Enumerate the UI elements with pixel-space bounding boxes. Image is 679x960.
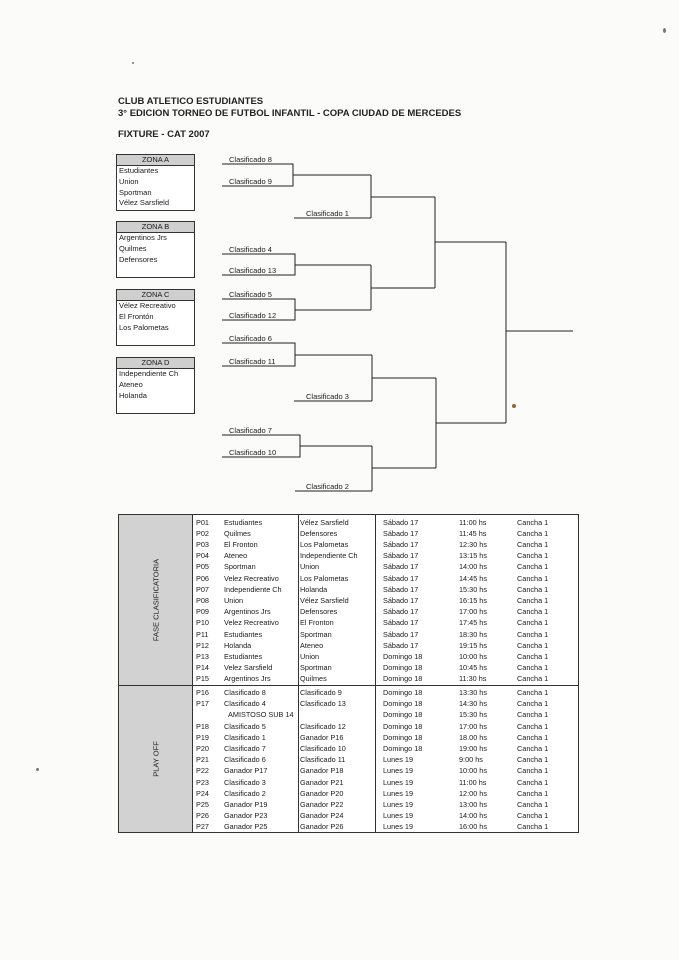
home-team: Velez Sarsfield [224, 663, 273, 673]
match-court: Cancha 1 [517, 721, 549, 731]
match-time: 11:00 hs [459, 517, 487, 527]
match-day: Sábado 17 [383, 573, 419, 583]
zone-team: Independiente Ch [119, 369, 179, 378]
away-team: Clasificado 9 [300, 688, 342, 697]
zone-team: Estudiantes [119, 166, 159, 175]
match-id: P23 [196, 777, 209, 787]
match-time: 18:30 hs [459, 629, 487, 639]
table-row [193, 673, 578, 684]
match-id: P02 [196, 528, 209, 538]
club-title: CLUB ATLETICO ESTUDIANTES [118, 96, 264, 107]
match-court: Cancha 1 [517, 777, 549, 787]
match-id: P10 [196, 618, 209, 628]
scan-speck [36, 768, 39, 771]
table-row [193, 777, 578, 788]
zone-title: ZONA A [117, 155, 194, 166]
table-row [193, 584, 578, 595]
away-team: Clasificado 13 [300, 699, 346, 709]
match-court: Cancha 1 [517, 629, 549, 639]
home-team: AMISTOSO SUB 14 [228, 710, 294, 720]
match-day: Lunes 19 [383, 788, 414, 798]
match-time: 11:00 hs [459, 777, 487, 787]
match-day: Lunes 19 [383, 811, 414, 821]
match-court: Cancha 1 [517, 595, 549, 605]
zone-team: Los Palometas [119, 322, 169, 332]
away-team: Ganador P24 [300, 811, 344, 821]
away-team: Sportman [300, 663, 332, 673]
zone-title: ZONA D [117, 358, 194, 369]
match-id: P16 [196, 688, 209, 697]
match-day: Sábado 17 [383, 629, 419, 639]
table-row [193, 821, 578, 832]
away-team: Holanda [300, 584, 328, 594]
zone-team: El Frontón [119, 311, 154, 321]
match-day: Lunes 19 [383, 777, 414, 787]
match-time: 11:45 hs [459, 528, 487, 538]
match-court: Cancha 1 [517, 732, 549, 742]
home-team: Quilmes [224, 528, 251, 538]
away-team: Ganador P26 [300, 822, 344, 832]
bracket-label: Clasificado 4 [229, 245, 272, 254]
bracket-label: Clasificado 8 [229, 155, 272, 164]
table-row [193, 709, 578, 720]
match-court: Cancha 1 [517, 640, 549, 650]
bracket-label: Clasificado 11 [229, 357, 276, 366]
home-team: Argentinos Jrs [224, 607, 271, 617]
match-id: P09 [196, 607, 209, 617]
phase-separator [119, 685, 578, 686]
match-id: P11 [196, 629, 209, 639]
match-day: Sábado 17 [383, 528, 419, 538]
table-row [193, 550, 578, 561]
match-id: P15 [196, 674, 209, 684]
home-team: Independiente Ch [224, 584, 282, 594]
fixture-title: FIXTURE - CAT 2007 [118, 129, 210, 140]
match-time: 17:00 hs [459, 721, 487, 731]
match-day: Domingo 18 [383, 699, 423, 709]
table-row [193, 788, 578, 799]
bracket-label: Clasificado 10 [229, 448, 277, 457]
match-court: Cancha 1 [517, 551, 549, 561]
match-time: 11:30 hs [459, 674, 487, 684]
bracket-label: Clasificado 13 [229, 266, 277, 275]
match-court: Cancha 1 [517, 674, 549, 684]
home-team: Clasificado 1 [224, 732, 266, 742]
match-time: 15:30 hs [459, 584, 487, 594]
match-day: Domingo 18 [383, 663, 423, 673]
home-team: Ganador P19 [224, 800, 268, 809]
away-team: Defensores [300, 528, 338, 538]
match-court: Cancha 1 [517, 811, 549, 821]
match-id: P20 [196, 744, 209, 753]
table-row [193, 698, 578, 709]
match-court: Cancha 1 [517, 562, 549, 572]
bracket-label: Clasificado 1 [306, 209, 349, 218]
match-time: 13:15 hs [459, 551, 487, 561]
match-day: Domingo 18 [383, 732, 423, 742]
zone-team: Quilmes [119, 243, 147, 253]
match-court: Cancha 1 [517, 607, 549, 617]
away-team: Clasificado 11 [300, 755, 346, 765]
match-day: Sábado 17 [383, 640, 419, 650]
match-time: 16:00 hs [459, 822, 487, 832]
match-day: Domingo 18 [383, 710, 423, 720]
match-time: 17:00 hs [459, 607, 487, 617]
away-team: El Fronton [300, 618, 334, 628]
bracket-label: Clasificado 12 [229, 311, 277, 320]
match-id: P21 [196, 755, 209, 765]
zone-team: Defensores [119, 254, 158, 264]
match-time: 13:00 hs [459, 800, 487, 809]
match-id: P04 [196, 551, 209, 561]
zone-team: Union [119, 176, 139, 186]
table-row [193, 561, 578, 572]
match-court: Cancha 1 [517, 573, 549, 583]
match-day: Lunes 19 [383, 800, 414, 809]
match-time: 19:00 hs [459, 744, 487, 753]
zone-team: Argentinos Jrs [119, 233, 167, 242]
match-court: Cancha 1 [517, 651, 549, 661]
match-court: Cancha 1 [517, 766, 549, 776]
home-team: Ganador P17 [224, 766, 268, 776]
match-day: Lunes 19 [383, 755, 414, 765]
match-id: P12 [196, 640, 209, 650]
match-time: 10:00 hs [459, 651, 487, 661]
away-team: Vélez Sarsfield [300, 517, 349, 527]
match-court: Cancha 1 [517, 539, 549, 549]
match-court: Cancha 1 [517, 517, 549, 527]
match-time: 14:00 hs [459, 562, 487, 572]
match-id: P06 [196, 573, 209, 583]
match-id: P01 [196, 517, 209, 527]
table-row [193, 651, 578, 662]
away-team: Vélez Sarsfield [300, 595, 349, 605]
match-day: Sábado 17 [383, 618, 419, 628]
match-court: Cancha 1 [517, 788, 549, 798]
match-day: Lunes 19 [383, 822, 414, 832]
away-team: Ganador P18 [300, 766, 344, 776]
table-row [193, 539, 578, 550]
match-day: Sábado 17 [383, 584, 419, 594]
table-row [193, 687, 578, 698]
table-row [193, 517, 578, 528]
match-court: Cancha 1 [517, 800, 549, 809]
match-day: Domingo 18 [383, 744, 423, 753]
table-row [193, 754, 578, 765]
match-time: 15:30 hs [459, 710, 487, 720]
match-court: Cancha 1 [517, 618, 549, 628]
bracket-label: Clasificado 5 [229, 290, 272, 299]
home-team: Sportman [224, 562, 256, 572]
away-team: Defensores [300, 607, 338, 617]
away-team: Ganador P20 [300, 788, 344, 798]
phase-clasificatoria [119, 515, 193, 685]
zone-team: Vélez Sarsfield [119, 198, 170, 208]
home-team: Estudiantes [224, 629, 263, 639]
match-id: P08 [196, 595, 209, 605]
home-team: Estudiantes [224, 517, 263, 527]
match-day: Domingo 18 [383, 674, 423, 684]
zone-title: ZONA C [117, 290, 194, 301]
match-time: 12:00 hs [459, 788, 487, 798]
home-team: Clasificado 6 [224, 755, 266, 765]
match-court: Cancha 1 [517, 822, 549, 832]
home-team: Clasificado 8 [224, 688, 266, 697]
away-team: Union [300, 562, 320, 572]
match-id: P24 [196, 788, 209, 798]
home-team: Estudiantes [224, 651, 263, 661]
bracket-label: Clasificado 9 [229, 177, 272, 186]
away-team: Ganador P22 [300, 800, 344, 809]
table-row [193, 640, 578, 651]
table-row [193, 721, 578, 732]
match-court: Cancha 1 [517, 755, 549, 765]
bracket-label: Clasificado 3 [306, 392, 349, 401]
home-team: Clasificado 7 [224, 744, 266, 753]
home-team: Union [224, 595, 244, 605]
match-time: 12:30 hs [459, 539, 487, 549]
bracket-label: Clasificado 7 [229, 426, 272, 435]
match-court: Cancha 1 [517, 744, 549, 753]
home-team: El Fronton [224, 539, 258, 549]
home-team: Velez Recreativo [224, 573, 279, 583]
table-row [193, 662, 578, 673]
match-time: 10:45 hs [459, 663, 487, 673]
match-court: Cancha 1 [517, 528, 549, 538]
away-team: Los Palometas [300, 539, 349, 549]
away-team: Union [300, 651, 320, 661]
away-team: Los Palometas [300, 573, 349, 583]
away-team: Ganador P16 [300, 732, 344, 742]
match-time: 13:30 hs [459, 688, 487, 697]
match-id: P25 [196, 800, 209, 809]
table-row [193, 595, 578, 606]
match-court: Cancha 1 [517, 688, 549, 697]
match-id: P07 [196, 584, 209, 594]
match-id: P18 [196, 721, 209, 731]
match-day: Domingo 18 [383, 721, 423, 731]
match-id: P14 [196, 663, 209, 673]
match-id: P03 [196, 539, 209, 549]
match-time: 14:45 hs [459, 573, 487, 583]
match-court: Cancha 1 [517, 710, 549, 720]
home-team: Clasificado 2 [224, 788, 266, 798]
table-row [193, 799, 578, 810]
away-team: Sportman [300, 629, 332, 639]
match-time: 18.00 hs [459, 732, 487, 742]
away-team: Ganador P21 [300, 777, 344, 787]
home-team: Ganador P25 [224, 822, 268, 832]
match-time: 16:15 hs [459, 595, 487, 605]
match-court: Cancha 1 [517, 584, 549, 594]
table-row [193, 617, 578, 628]
match-id: P19 [196, 732, 209, 742]
home-team: Clasificado 4 [224, 699, 266, 709]
table-row [193, 743, 578, 754]
home-team: Argentinos Jrs [224, 674, 271, 684]
phase-playoff [119, 686, 193, 832]
home-team: Velez Recreativo [224, 618, 279, 628]
scan-speck [132, 62, 134, 64]
table-row [193, 732, 578, 743]
zone-title: ZONA B [117, 222, 194, 233]
scan-speck [512, 404, 516, 408]
match-id: P17 [196, 699, 209, 709]
match-day: Sábado 17 [383, 562, 419, 572]
match-day: Sábado 17 [383, 607, 419, 617]
phase-label: FASE CLASIFICATORIA [151, 558, 160, 642]
match-time: 17:45 hs [459, 618, 487, 628]
table-row [193, 629, 578, 640]
match-day: Domingo 18 [383, 688, 423, 697]
match-id: P13 [196, 651, 209, 661]
fixture-table [118, 514, 579, 833]
home-team: Clasificado 3 [224, 777, 266, 787]
match-day: Sábado 17 [383, 539, 419, 549]
away-team: Independiente Ch [300, 551, 358, 561]
zone-team: Ateneo [119, 379, 143, 389]
match-court: Cancha 1 [517, 699, 549, 709]
match-time: 9:00 hs [459, 755, 483, 765]
table-row [193, 765, 578, 776]
match-day: Sábado 17 [383, 595, 419, 605]
table-row [193, 573, 578, 584]
away-team: Ateneo [300, 640, 324, 650]
home-team: Ateneo [224, 551, 248, 561]
table-row [193, 810, 578, 821]
match-time: 19:15 hs [459, 640, 487, 650]
home-team: Holanda [224, 640, 252, 650]
match-day: Domingo 18 [383, 651, 423, 661]
away-team: Quilmes [300, 674, 327, 684]
match-id: P22 [196, 766, 209, 776]
match-day: Sábado 17 [383, 551, 419, 561]
match-day: Lunes 19 [383, 766, 414, 776]
zone-team: Sportman [119, 187, 152, 197]
bracket-label: Clasificado 6 [229, 334, 272, 343]
bracket-label: Clasificado 2 [306, 482, 349, 491]
match-day: Sábado 17 [383, 517, 419, 527]
match-court: Cancha 1 [517, 663, 549, 673]
home-team: Clasificado 5 [224, 721, 266, 731]
table-row [193, 606, 578, 617]
phase-label: PLAY OFF [151, 741, 160, 777]
away-team: Clasificado 12 [300, 721, 346, 731]
match-id: P26 [196, 811, 209, 821]
match-time: 14:00 hs [459, 811, 487, 821]
zone-team: Vélez Recreativo [119, 301, 176, 310]
match-id: P27 [196, 822, 209, 832]
zone-team: Holanda [119, 390, 147, 400]
table-row [193, 528, 578, 539]
match-time: 14:30 hs [459, 699, 487, 709]
match-id: P05 [196, 562, 209, 572]
match-time: 10:00 hs [459, 766, 487, 776]
tournament-title: 3° EDICION TORNEO DE FUTBOL INFANTIL - COPA CIUDAD DE MERCEDES [118, 108, 462, 119]
scan-speck [663, 28, 666, 33]
away-team: Clasificado 10 [300, 744, 346, 753]
home-team: Ganador P23 [224, 811, 268, 821]
